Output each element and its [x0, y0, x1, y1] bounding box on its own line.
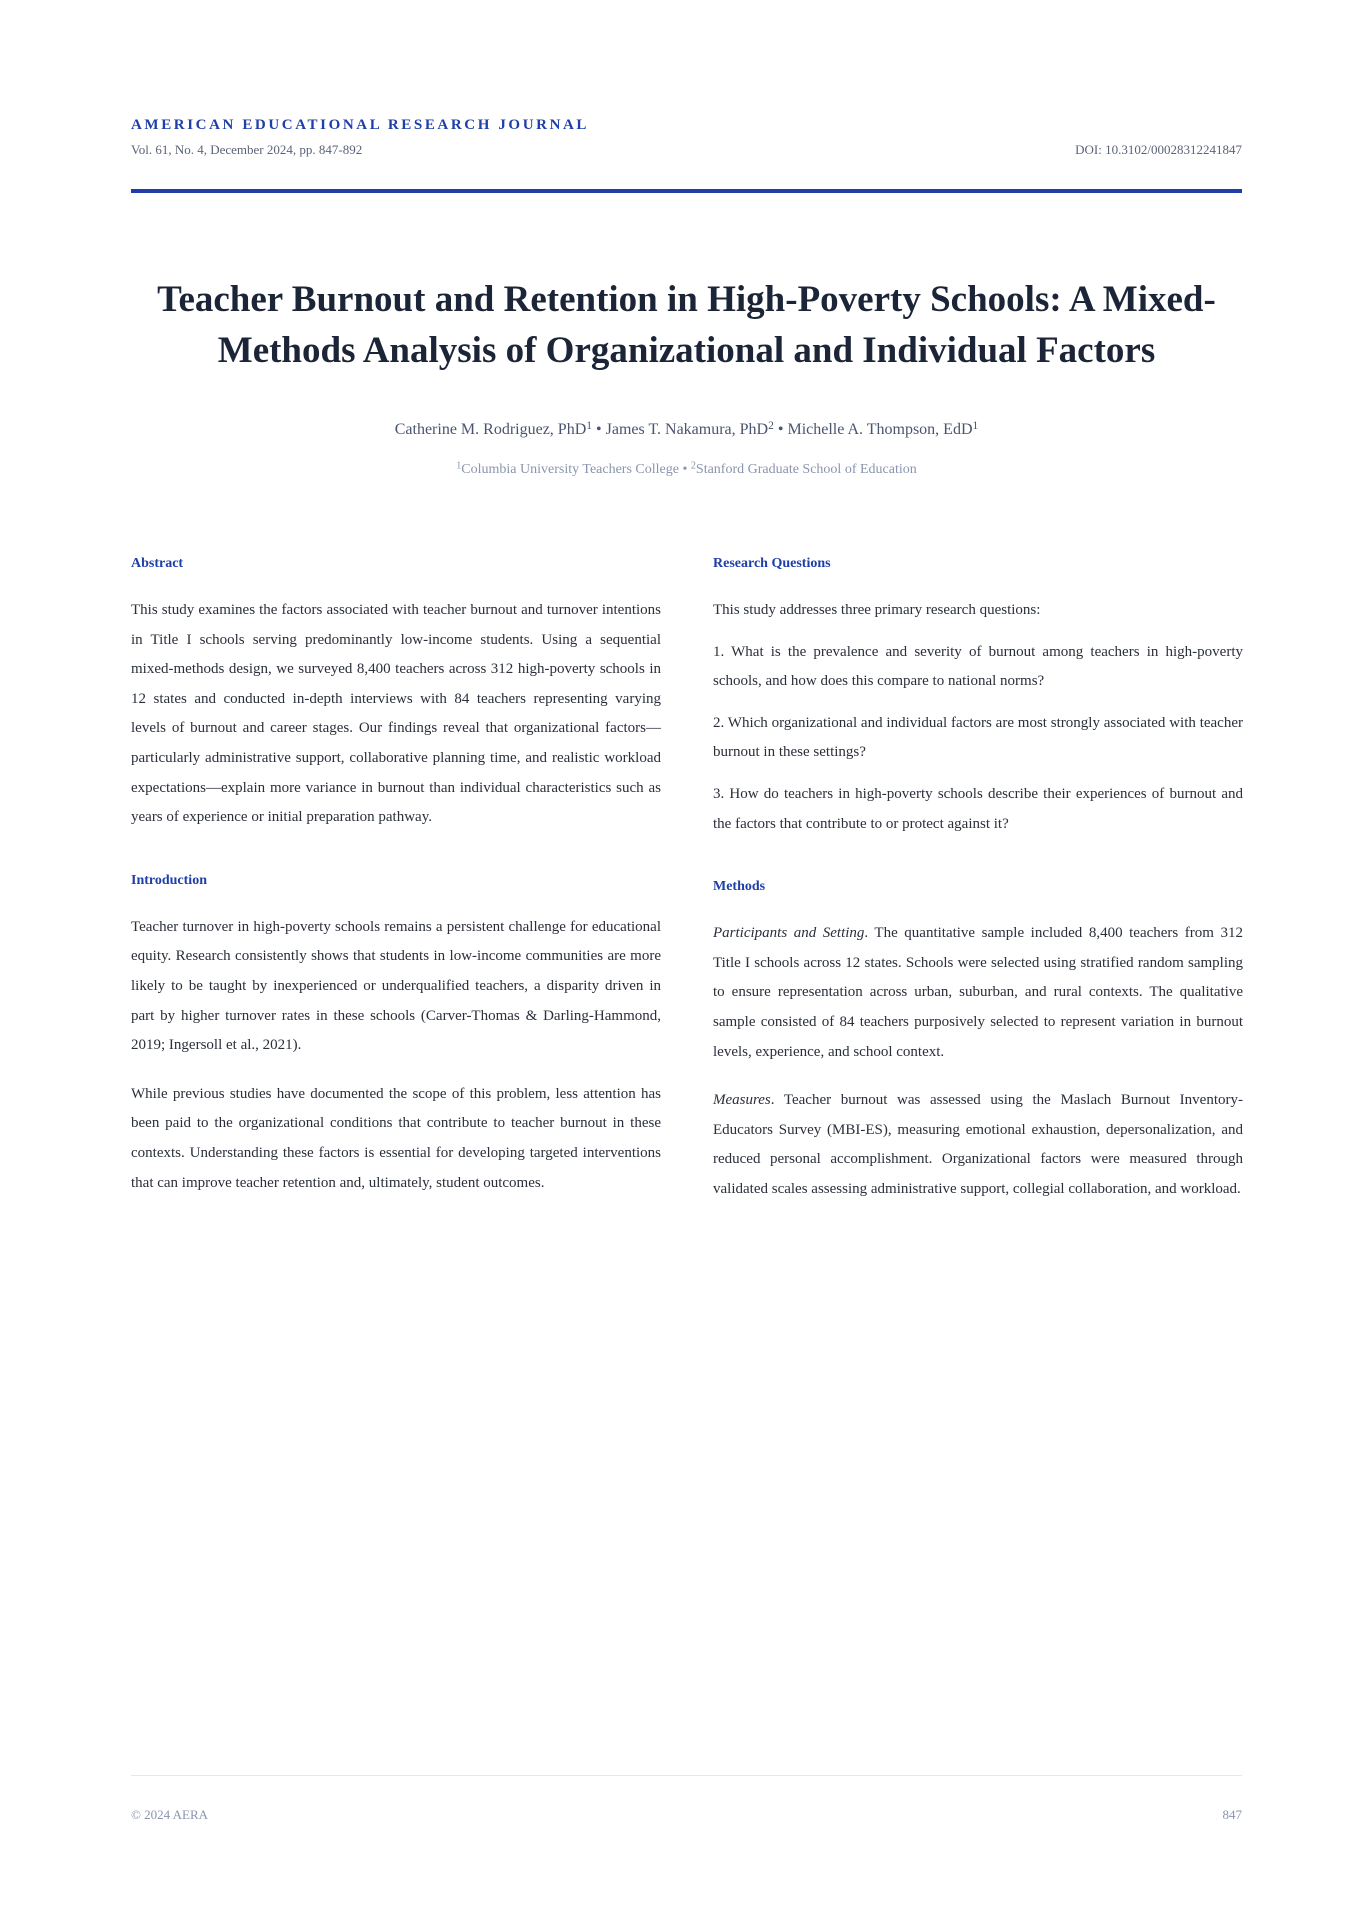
copyright: © 2024 AERA: [131, 1807, 209, 1822]
research-questions-intro: This study addresses three primary research questions:: [713, 602, 1041, 618]
author-affiliation-marker: 1: [972, 419, 979, 432]
methods-section: [713, 877, 1243, 1204]
methods-measures-paragraph: [713, 1086, 1243, 1204]
author-name: Michelle A. Thompson, EdD: [787, 421, 973, 438]
affiliation-number: 2: [690, 460, 696, 472]
participants-text: . The quantitative sample included 8,400 teachers from 312 Title I schools across 12 states. Schools were selected using stratified random sampling to ensure representation across urban, suburban, and rural contexts. The qualitative sample consisted of 84 teachers purposively selected to represent variation in burnout levels, experience, and school context.: [713, 925, 1243, 1060]
affiliation-name: Stanford Graduate School of Education: [695, 462, 917, 477]
abstract-section: [131, 554, 661, 833]
footer-divider: [131, 1775, 1242, 1776]
journal-name: AMERICAN EDUCATIONAL RESEARCH JOURNAL: [131, 117, 590, 133]
introduction-paragraph: Teacher turnover in high-poverty schools remains a persistent challenge for educational equity. Research consistently shows that students in low-income communities are more likely to be taught by inexperienced or underqualified teachers, a disparity driven in part by higher turnover rates in these schools (Carver-Thomas & Darling-Hammond, 2019; Ingersoll et al., 2021).: [131, 918, 661, 1054]
affiliation-list: [131, 462, 1242, 478]
abstract-heading: Abstract: [131, 556, 184, 571]
research-questions-heading: Research Questions: [713, 556, 831, 571]
article-page: [131, 0, 1242, 1929]
methods-heading: Methods: [713, 879, 766, 895]
research-question: 3. How do teachers in high-poverty schools describe their experiences of burnout and the factors that contribute to or protect against it?: [713, 785, 1243, 832]
doi: DOI: 10.3102/00028312241847: [1075, 142, 1242, 157]
research-question: 2. Which organizational and individual factors are most strongly associated with teacher burnout in these settings?: [713, 714, 1243, 761]
affiliation-separator: •: [678, 462, 691, 477]
research-questions-section: [713, 554, 1243, 839]
author-separator: •: [592, 421, 606, 438]
author-list: [131, 421, 1242, 439]
methods-participants-paragraph: [713, 919, 1243, 1067]
author-affiliation-marker: 1: [586, 419, 593, 432]
participants-label: Participants and Setting: [713, 925, 865, 942]
author-name: Catherine M. Rodriguez, PhD: [394, 421, 587, 438]
article-title: Teacher Burnout and Retention in High-Poverty Schools: A Mixed-Methods Analysis of Organizational and Individual Factors: [157, 279, 1216, 371]
author-separator: •: [773, 421, 788, 438]
affiliation-number: 1: [456, 460, 462, 472]
volume-info: Vol. 61, No. 4, December 2024, pp. 847-892: [131, 142, 363, 157]
measures-text: . Teacher burnout was assessed using the Maslach Burnout Inventory-Educators Survey (MBI-ES), measuring emotional exhaustion, depersonalization, and reduced personal accomplishment. Organizational factors were measured through validated scales assessing administrative support, collegial collaboration, and workload.: [713, 1092, 1243, 1197]
affiliation-name: Columbia University Teachers College: [461, 462, 679, 477]
measures-label: Measures: [713, 1092, 771, 1109]
page-number: 847: [1222, 1807, 1242, 1822]
introduction-paragraph: While previous studies have documented the scope of this problem, less attention has been paid to the organizational conditions that contribute to teacher burnout in these contexts. Understanding these factors is essential for developing targeted interventions that can improve teacher retention and, ultimately, student outcomes.: [131, 1085, 661, 1191]
left-column: [131, 554, 661, 1224]
author-affiliation-marker: 2: [768, 419, 774, 432]
introduction-section: [131, 871, 661, 1198]
header-divider: [131, 189, 1242, 193]
author-name: James T. Nakamura, PhD: [605, 421, 769, 438]
introduction-heading: Introduction: [131, 872, 207, 888]
abstract-text: This study examines the factors associated with teacher burnout and turnover intentions in Title I schools serving predominantly low-income students. Using a sequential mixed-methods design, we surveyed 8,400 teachers across 312 high-poverty schools in 12 states and conducted in-depth interviews with 84 teachers representing varying levels of burnout and career stages. Our findings reveal that organizational factors—particularly administrative support, collaborative planning time, and realistic workload expectations—explain more variance in burnout than individual characteristics such as years of experience or initial preparation pathway.: [131, 602, 661, 826]
right-column: [713, 554, 1243, 1231]
research-question: 1. What is the prevalence and severity of burnout among teachers in high-poverty schools, and how does this compare to national norms?: [713, 643, 1243, 690]
